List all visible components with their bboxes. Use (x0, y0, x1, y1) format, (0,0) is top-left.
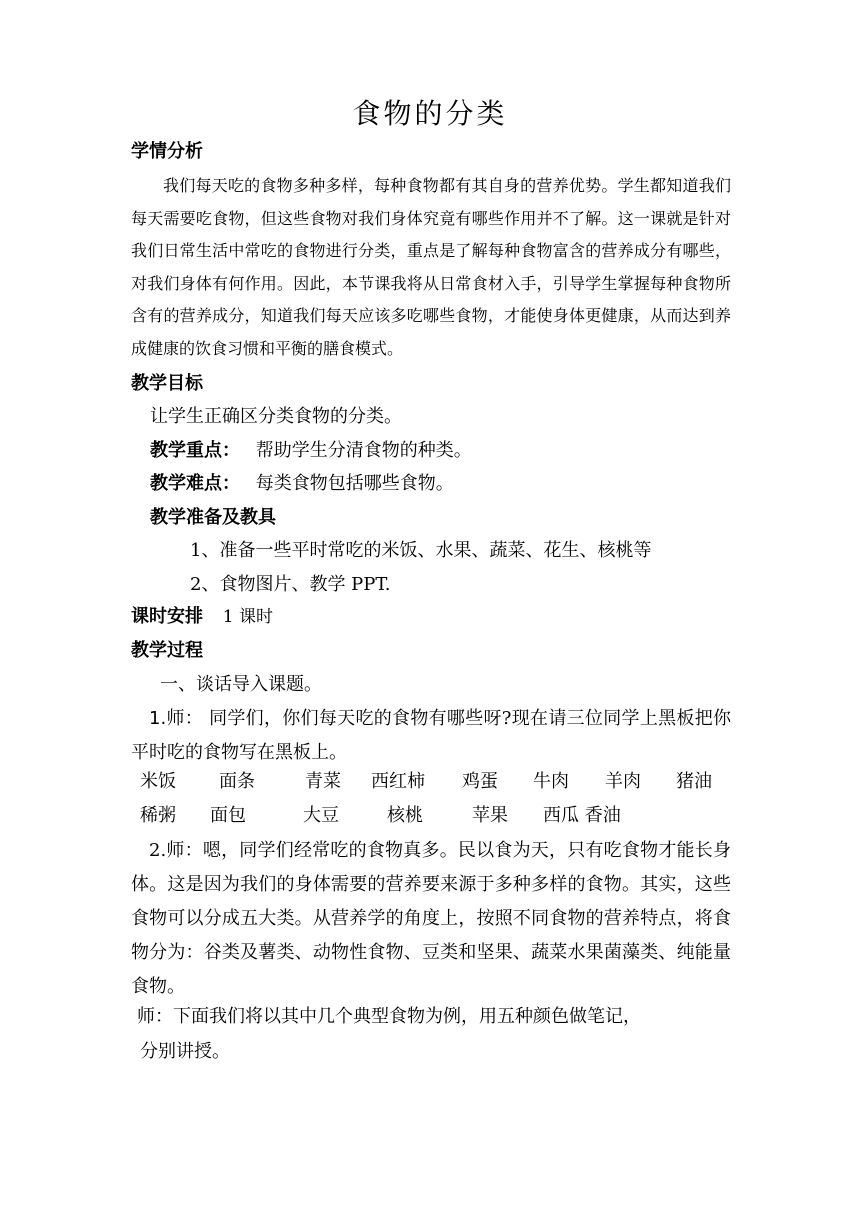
process-step-1: 一、谈话导入课题。 (160, 674, 322, 695)
schedule-value: 1 课时 (222, 607, 273, 627)
food-item: 苹果 (472, 805, 508, 826)
process-paragraph-1 (131, 702, 731, 770)
food-item: 猪油 (676, 771, 712, 792)
food-item: 西瓜 香油 (543, 805, 621, 826)
schedule-label: 课时安排 (131, 606, 203, 627)
paragraph-text: 师：嗯，同学们经常吃的食物真多。民以食为天，只有吃食物才能长身体。这是因为我们的身体需要的营养要来源于多种多样的食物。其实，这些食物可以分成五大类。从营养学的角度上，按照不同食物的营养特点，将食物分为：谷类及薯类、动物性食物、豆类和坚果、蔬菜水果菌藻类、纯能量食物。 (131, 840, 731, 997)
food-item: 面包 (210, 805, 246, 826)
food-item: 米饭 (140, 771, 176, 792)
key-point-label: 教学重点： (150, 440, 240, 461)
goals-text: 让学生正确区分类食物的分类。 (150, 406, 402, 427)
food-item: 鸡蛋 (462, 771, 498, 792)
analysis-paragraph: 我们每天吃的食物多种多样，每种食物都有其自身的营养优势。学生都知道我们每天需要吃食物，但这些食物对我们身体究竟有哪些作用并不了解。这一课就是针对我们日常生活中常吃的食物进行分类，重点是了解每种食物富含的营养成分有哪些，对我们身体有何作用。因此，本节课我将从日常食材入手，引导学生掌握每种食物所含有的营养成分，知道我们每天应该多吃哪些食物，才能使身体更健康，从而达到养成健康的饮食习惯和平衡的膳食模式。 (131, 176, 731, 358)
food-item: 羊肉 (605, 771, 641, 792)
schedule-line (131, 605, 273, 629)
food-item: 青菜 (305, 771, 341, 792)
process-paragraph-3-line-2: 分别讲授。 (140, 1041, 230, 1062)
prep-heading: 教学准备及教具 (150, 507, 276, 528)
page-title: 食物的分类 (352, 97, 508, 130)
food-item: 牛肉 (533, 771, 569, 792)
process-heading: 教学过程 (131, 640, 203, 661)
difficulty-value: 每类食物包括哪些食物。 (255, 473, 454, 494)
difficulty-label: 教学难点： (150, 473, 240, 494)
prep-item: 1、准备一些平时常吃的米饭、水果、蔬菜、花生、核桃等 (190, 540, 652, 561)
key-point-value: 帮助学生分清食物的种类。 (255, 440, 472, 461)
paragraph-number: 2. (149, 840, 167, 861)
foods-row-2 (140, 804, 740, 828)
food-item: 面条 (219, 771, 255, 792)
foods-row-1 (140, 770, 740, 794)
process-paragraph-3-line-1: 师：下面我们将以其中几个典型食物为例，用五种颜色做笔记， (137, 1006, 641, 1027)
difficulty-line (150, 472, 454, 496)
food-item: 核桃 (387, 805, 423, 826)
key-point-line (150, 439, 472, 463)
food-item: 大豆 (303, 805, 339, 826)
food-item: 西红柿 (371, 771, 425, 792)
paragraph-text: 师： 同学们，你们每天吃的食物有哪些呀?现在请三位同学上黑板把你平时吃的食物写在黑板上。 (131, 708, 731, 763)
goals-heading: 教学目标 (131, 373, 203, 394)
analysis-heading: 学情分析 (131, 141, 203, 162)
food-item: 稀粥 (140, 805, 176, 826)
process-paragraph-2 (131, 834, 731, 1004)
prep-item: 2、食物图片、教学 PPT. (190, 574, 391, 595)
paragraph-number: 1. (149, 708, 167, 729)
